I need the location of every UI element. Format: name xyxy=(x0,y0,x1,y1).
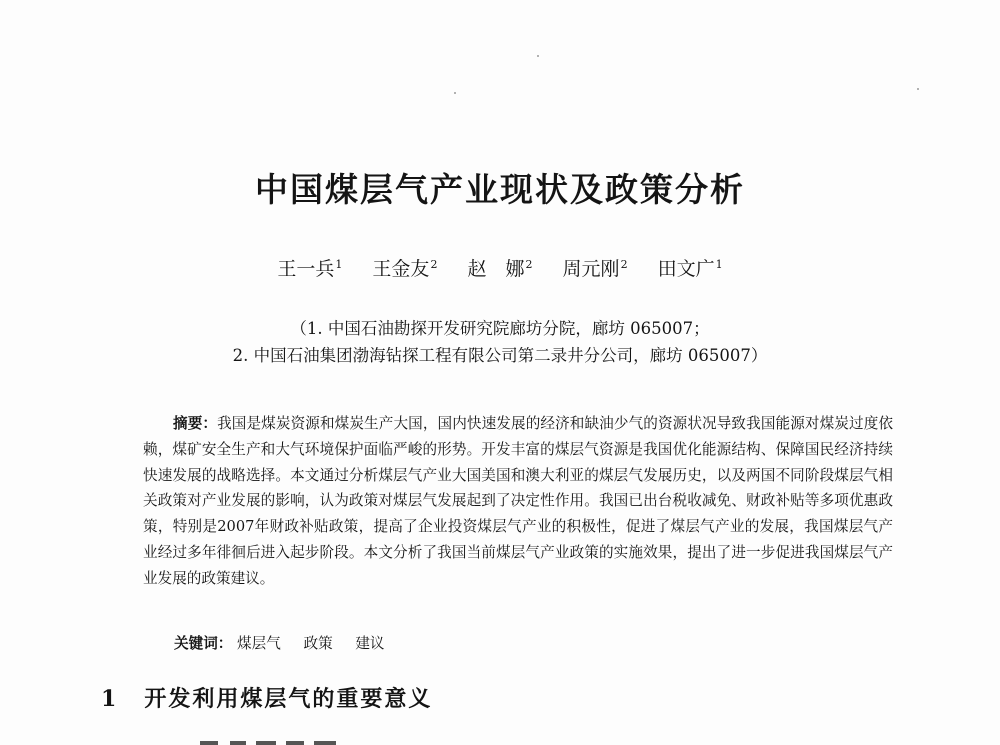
affiliation-line: 2. 中国石油集团渤海钻探工程有限公司第二录井分公司，廊坊 065007） xyxy=(232,346,768,365)
author-name: 王一兵 xyxy=(277,258,335,280)
author-name: 周元刚 xyxy=(562,258,620,280)
author xyxy=(372,256,437,282)
abstract-label: 摘要： xyxy=(173,415,218,432)
author xyxy=(277,256,342,282)
cropped-glyph xyxy=(256,741,276,745)
author-affiliation-mark: 2 xyxy=(430,258,438,271)
author-name: 田文广 xyxy=(657,258,715,280)
cropped-next-line xyxy=(200,735,340,745)
author xyxy=(658,256,723,282)
scan-speck xyxy=(917,88,919,90)
cropped-glyph xyxy=(286,741,304,745)
scan-speck xyxy=(537,55,539,57)
author-affiliation-mark: 1 xyxy=(335,258,343,271)
abstract xyxy=(143,411,893,592)
author xyxy=(563,256,628,282)
section-number: 1 xyxy=(101,686,119,712)
cropped-glyph xyxy=(314,741,336,745)
keyword: 建议 xyxy=(355,635,385,652)
cropped-glyph xyxy=(230,741,246,745)
author-list xyxy=(0,256,1000,282)
author-affiliation-mark: 1 xyxy=(715,258,723,271)
keywords-label: 关键词： xyxy=(174,635,233,652)
section-title: 开发利用煤层气的重要意义 xyxy=(144,687,433,712)
author-name: 王金友 xyxy=(372,258,430,280)
author xyxy=(467,256,532,282)
keyword: 政策 xyxy=(303,635,333,652)
keyword: 煤层气 xyxy=(237,635,281,652)
paper-title: 中国煤层气产业现状及政策分析 xyxy=(255,170,745,209)
author-affiliation-mark: 2 xyxy=(620,258,628,271)
author-affiliation-mark: 2 xyxy=(525,258,533,271)
author-name: 赵 娜 xyxy=(467,258,525,280)
abstract-text: 我国是煤炭资源和煤炭生产大国，国内快速发展的经济和缺油少气的资源状况导致我国能源对煤炭过度依赖，煤矿安全生产和大气环境保护面临严峻的形势。开发丰富的煤层气资源是我国优化能源结构、保障国民经济持续快速发展的战略选择。本文通过分析煤层气产业大国美国和澳大利亚的煤层气发展历史，以及两国不同阶段煤层气相关政策对产业发展的影响，认为政策对煤层气发展起到了决定性作用。我国已出台税收减免、财政补贴等多项优惠政策，特别是2007年财政补贴政策，提高了企业投资煤层气产业的积极性，促进了煤层气产业的发展，我国煤层气产业经过多年徘徊后进入起步阶段。本文分析了我国当前煤层气产业政策的实施效果，提出了进一步促进我国煤层气产业发展的政策建议。 xyxy=(143,415,893,587)
section-heading xyxy=(101,684,432,715)
cropped-glyph xyxy=(200,741,218,745)
scan-speck xyxy=(454,92,456,94)
affiliation-line: （1. 中国石油勘探开发研究院廊坊分院，廊坊 065007； xyxy=(290,319,710,338)
keywords xyxy=(174,633,403,655)
